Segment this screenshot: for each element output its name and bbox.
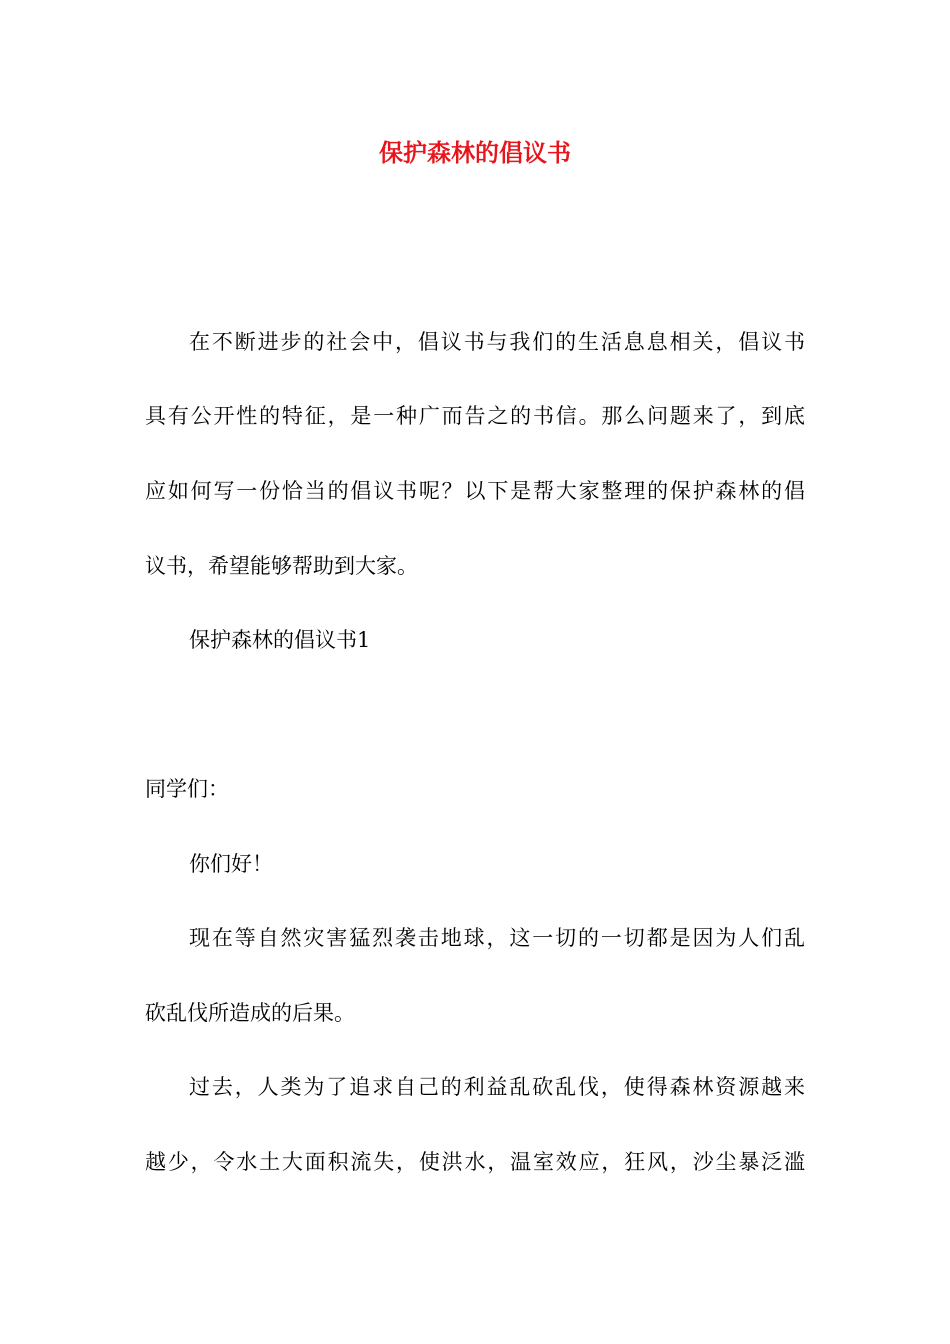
greeting: 你们好！ bbox=[189, 852, 273, 876]
document-title: 保护森林的倡议书 bbox=[379, 138, 571, 167]
paragraph-intro-line-3: 应如何写一份恰当的倡议书呢？以下是帮大家整理的保护森林的倡 bbox=[145, 479, 805, 503]
paragraph-intro-line-2: 具有公开性的特征，是一种广而告之的书信。那么问题来了，到底 bbox=[145, 404, 805, 428]
paragraph-intro-line-1: 在不断进步的社会中，倡议书与我们的生活息息相关，倡议书 bbox=[189, 330, 805, 354]
paragraph-intro-line-4: 议书，希望能够帮助到大家。 bbox=[145, 554, 418, 578]
paragraph-1-line-2: 砍乱伐所造成的后果。 bbox=[145, 1001, 355, 1025]
paragraph-1-line-1: 现在等自然灾害猛烈袭击地球，这一切的一切都是因为人们乱 bbox=[189, 926, 805, 950]
paragraph-2-line-1: 过去，人类为了追求自己的利益乱砍乱伐，使得森林资源越来 bbox=[189, 1075, 805, 1099]
paragraph-2-line-2: 越少，令水土大面积流失，使洪水，温室效应，狂风，沙尘暴泛滥 bbox=[145, 1150, 805, 1174]
salutation: 同学们： bbox=[145, 777, 229, 801]
section-heading: 保护森林的倡议书1 bbox=[189, 628, 371, 652]
